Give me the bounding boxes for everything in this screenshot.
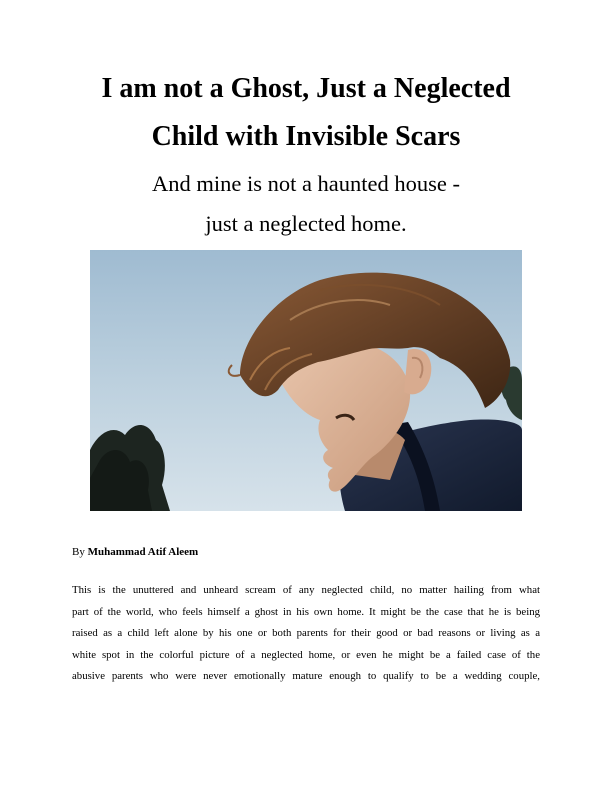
byline-prefix: By bbox=[72, 546, 85, 558]
title-line-2: Child with Invisible Scars bbox=[151, 121, 461, 152]
body-line-4: white spot in the colorful picture of a neglected home, or even he might be a failed case of the bbox=[72, 648, 540, 661]
byline bbox=[72, 545, 198, 559]
boy-photo-icon bbox=[90, 250, 522, 511]
body-line-5: abusive parents who were never emotionally mature enough to qualify to be a wedding couple, bbox=[72, 670, 540, 682]
subtitle-line-2: just a neglected home. bbox=[205, 211, 407, 236]
author-name: Muhammad Atif Aleem bbox=[87, 546, 199, 558]
body-line-2: part of the world, who feels himself a ghost in his own home. It might be the case that he is being bbox=[72, 605, 540, 618]
title-line-1: I am not a Ghost, Just a Neglected bbox=[101, 73, 511, 104]
body-line-1: This is the unuttered and unheard scream of any neglected child, no matter hailing from what bbox=[72, 584, 540, 596]
body-paragraph bbox=[72, 580, 540, 688]
subtitle-line-1: And mine is not a haunted house - bbox=[151, 171, 461, 196]
body-line-3: raised as a child left alone by his one or both parents for their good or bad reasons or living as a bbox=[72, 627, 540, 639]
